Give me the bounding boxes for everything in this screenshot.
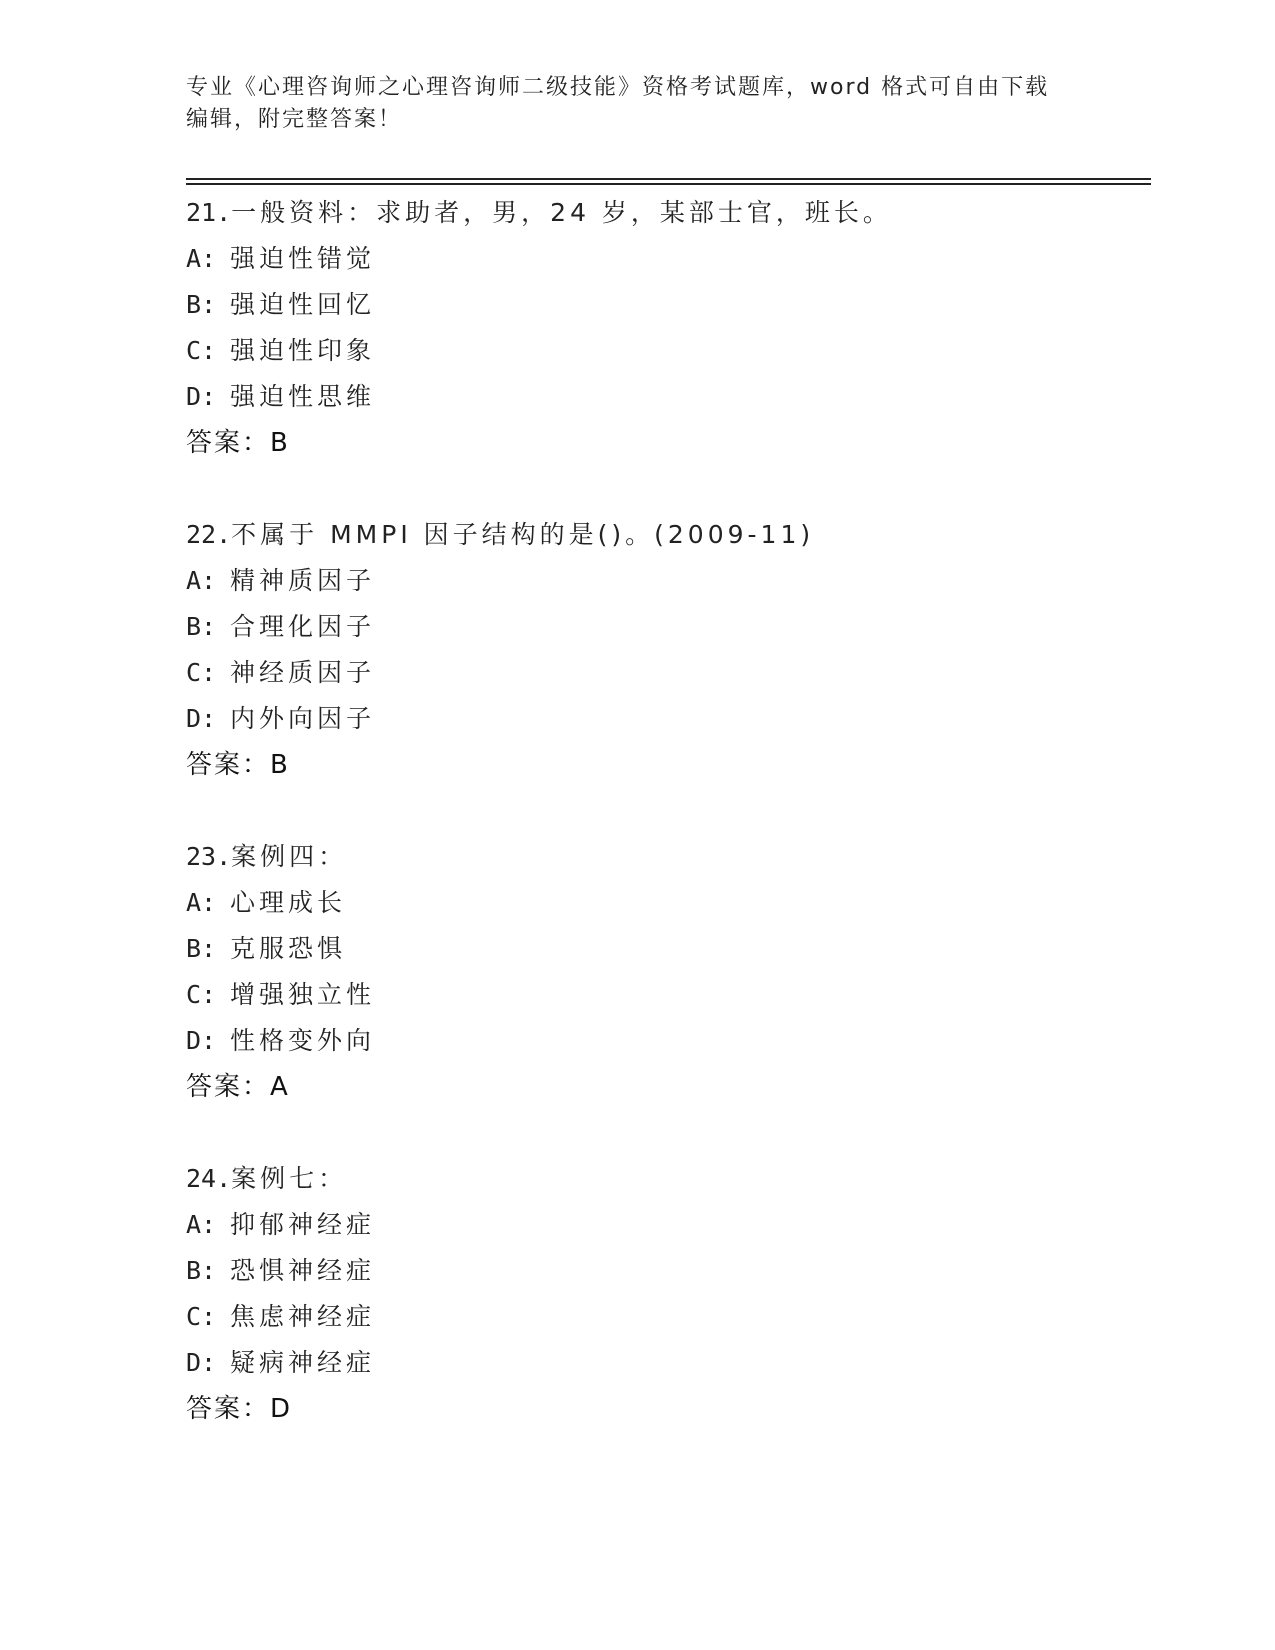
question-list <box>186 190 1151 1478</box>
option-c <box>186 1294 1151 1340</box>
answer-label: 答案： <box>186 750 271 780</box>
question-text: 案例七： <box>231 1164 348 1193</box>
question-number: 22. <box>186 520 232 549</box>
option-text: 强迫性思维 <box>230 382 376 411</box>
option-d <box>186 696 1151 742</box>
option-text: 强迫性错觉 <box>230 244 376 273</box>
option-b <box>186 1248 1151 1294</box>
option-key: B: <box>186 934 217 963</box>
question-21 <box>186 190 1151 466</box>
answer-line <box>186 1064 1151 1110</box>
option-text: 合理化因子 <box>230 612 376 641</box>
option-c <box>186 972 1151 1018</box>
option-key: A: <box>186 888 217 917</box>
option-text: 焦虑神经症 <box>230 1302 376 1331</box>
option-key: A: <box>186 566 217 595</box>
option-text: 强迫性回忆 <box>230 290 376 319</box>
question-24 <box>186 1156 1151 1432</box>
option-text: 精神质因子 <box>230 566 376 595</box>
option-a <box>186 880 1151 926</box>
answer-value: B <box>270 428 288 458</box>
question-text: 案例四： <box>231 842 348 871</box>
answer-value: A <box>270 1072 288 1102</box>
answer-value: D <box>270 1394 291 1424</box>
question-stem <box>186 834 1151 880</box>
answer-label: 答案： <box>186 1394 271 1424</box>
option-key: D: <box>186 704 217 733</box>
answer-line <box>186 1386 1151 1432</box>
option-b <box>186 604 1151 650</box>
header-line-2: 编辑，附完整答案！ <box>186 107 403 132</box>
answer-value: B <box>270 750 288 780</box>
option-text: 恐惧神经症 <box>230 1256 376 1285</box>
question-number: 21. <box>186 198 232 227</box>
question-stem <box>186 1156 1151 1202</box>
option-key: C: <box>186 658 217 687</box>
option-d <box>186 1340 1151 1386</box>
question-text: 一般资料：求助者，男，24 岁，某部士官，班长。 <box>231 198 892 227</box>
option-text: 性格变外向 <box>230 1026 376 1055</box>
option-text: 神经质因子 <box>230 658 376 687</box>
option-key: C: <box>186 336 217 365</box>
option-b <box>186 282 1151 328</box>
option-key: B: <box>186 290 217 319</box>
question-number: 24. <box>186 1164 232 1193</box>
question-stem <box>186 512 1151 558</box>
option-d <box>186 374 1151 420</box>
option-text: 抑郁神经症 <box>230 1210 376 1239</box>
option-b <box>186 926 1151 972</box>
question-number: 23. <box>186 842 232 871</box>
option-a <box>186 236 1151 282</box>
option-text: 疑病神经症 <box>230 1348 376 1377</box>
option-text: 强迫性印象 <box>230 336 376 365</box>
question-22 <box>186 512 1151 788</box>
option-text: 克服恐惧 <box>230 934 347 963</box>
option-text: 心理成长 <box>230 888 347 917</box>
option-key: B: <box>186 612 217 641</box>
option-c <box>186 328 1151 374</box>
option-a <box>186 1202 1151 1248</box>
question-23 <box>186 834 1151 1110</box>
option-key: C: <box>186 1302 217 1331</box>
option-a <box>186 558 1151 604</box>
option-key: D: <box>186 1026 217 1055</box>
option-key: A: <box>186 1210 217 1239</box>
option-c <box>186 650 1151 696</box>
question-stem <box>186 190 1151 236</box>
question-text: 不属于 MMPI 因子结构的是()。(2009-11) <box>231 520 815 549</box>
answer-label: 答案： <box>186 428 271 458</box>
answer-line <box>186 420 1151 466</box>
option-key: A: <box>186 244 217 273</box>
option-text: 内外向因子 <box>230 704 376 733</box>
option-key: C: <box>186 980 217 1009</box>
header-line-1: 专业《心理咨询师之心理咨询师二级技能》资格考试题库，word 格式可自由下载 <box>186 75 1050 100</box>
document-header <box>186 72 1066 136</box>
header-divider-top <box>186 178 1151 180</box>
option-key: D: <box>186 382 217 411</box>
answer-line <box>186 742 1151 788</box>
option-key: D: <box>186 1348 217 1377</box>
answer-label: 答案： <box>186 1072 271 1102</box>
header-divider-bottom <box>186 183 1151 185</box>
option-text: 增强独立性 <box>230 980 376 1009</box>
option-d <box>186 1018 1151 1064</box>
option-key: B: <box>186 1256 217 1285</box>
